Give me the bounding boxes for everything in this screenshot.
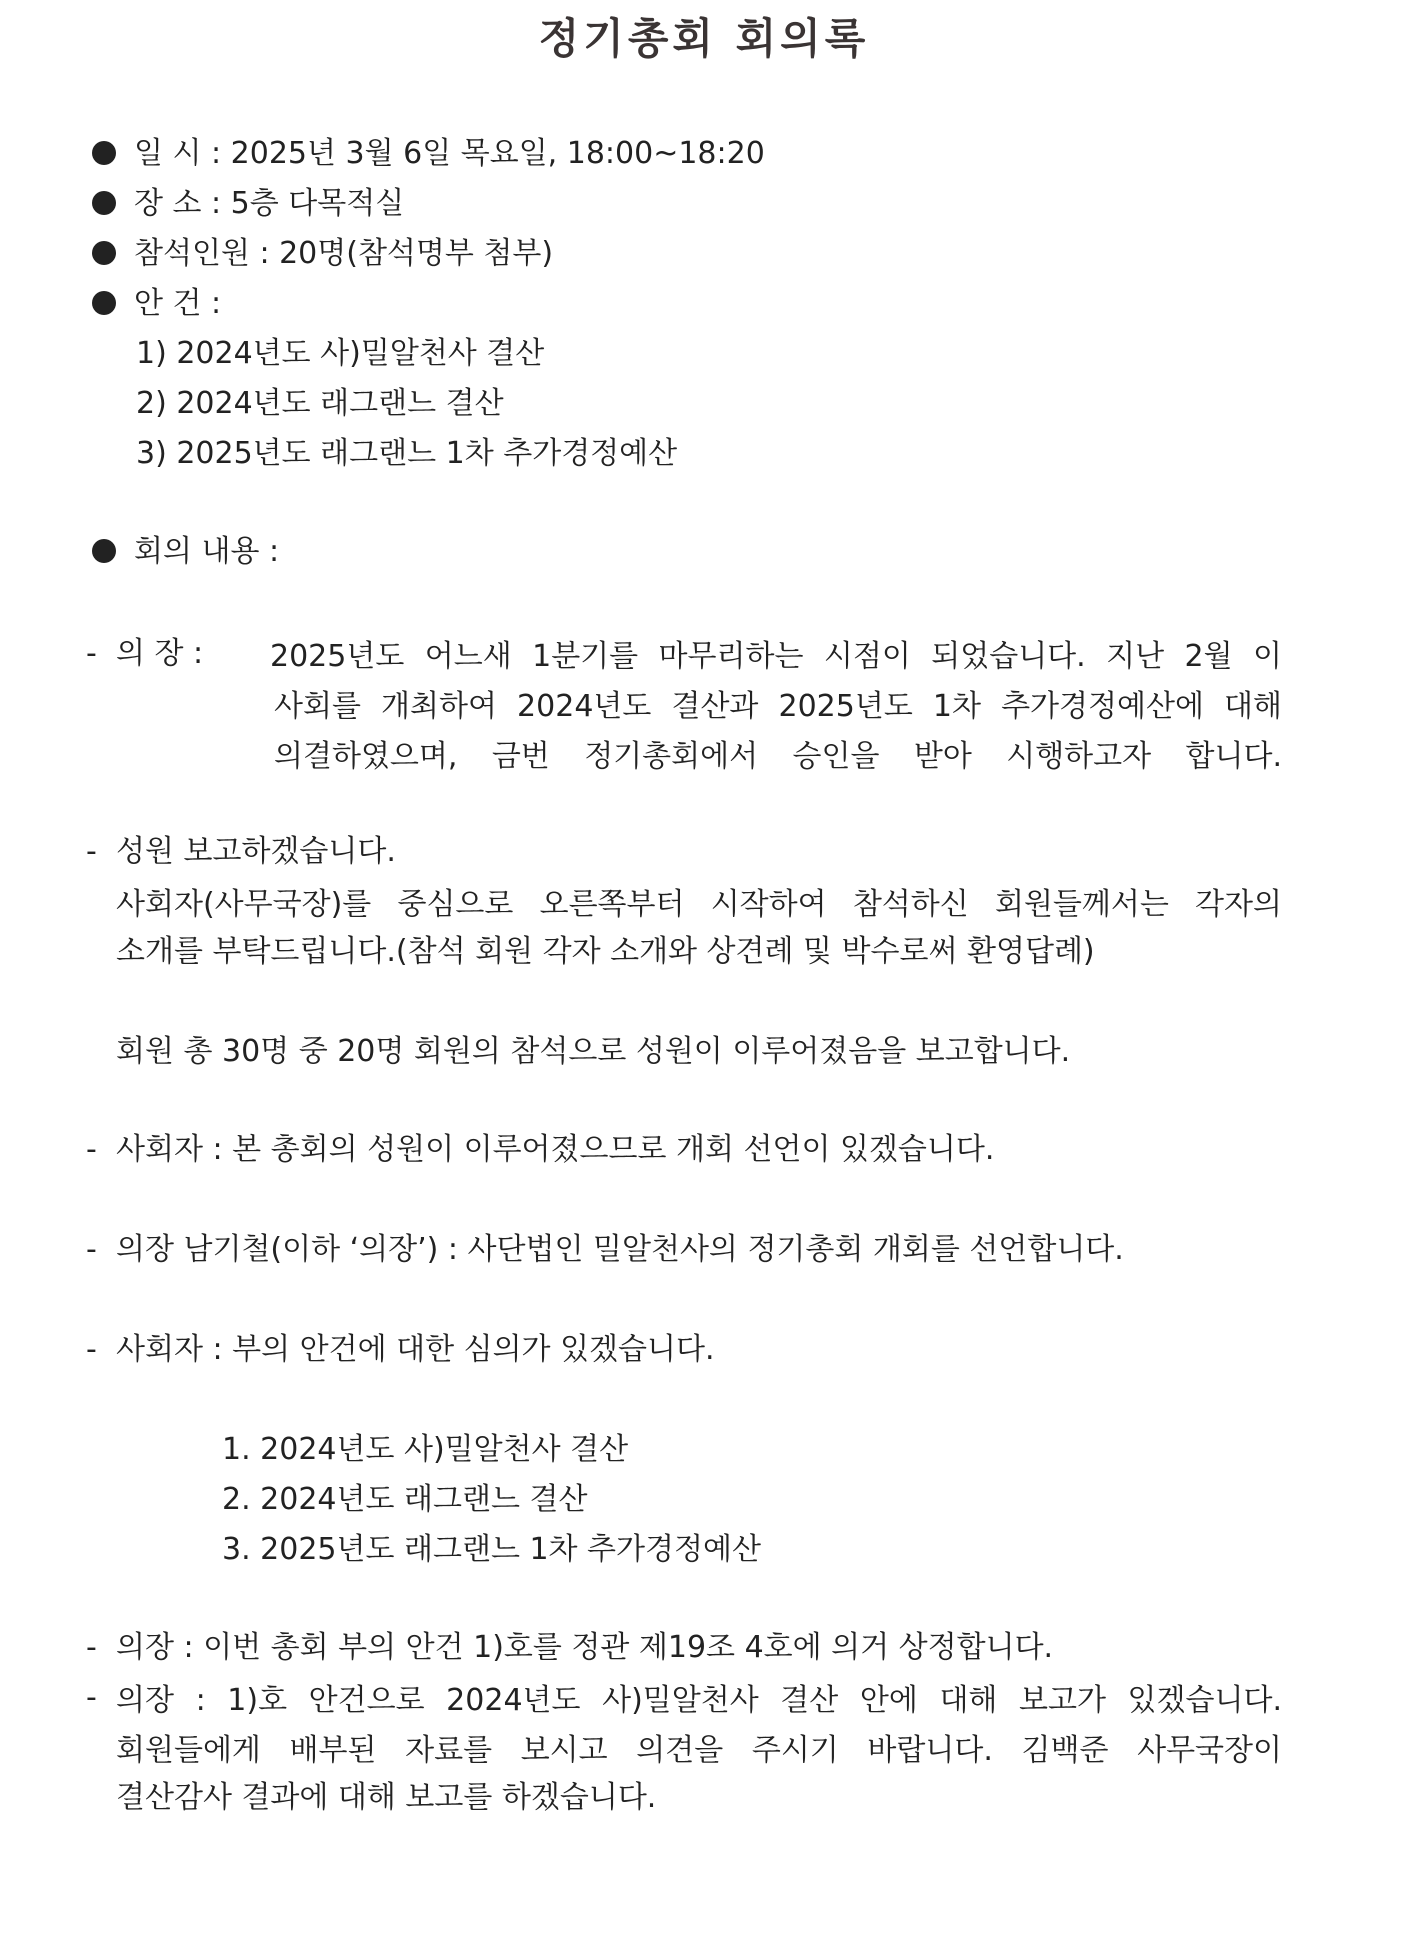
chair-item1-statement: - 의장 : 이번 총회 부의 안건 1)호를 정관 제19조 4호에 의거 상정합니다. xyxy=(86,1630,1054,1665)
agenda-label: 안 건 : xyxy=(92,282,221,326)
bullet-icon xyxy=(92,291,116,315)
review-item: 3. 2025년도 래그랜느 1차 추가경정예산 xyxy=(222,1532,761,1567)
bullet-icon xyxy=(92,141,116,165)
mc-review-statement: - 사회자 : 부의 안건에 대한 심의가 있겠습니다. xyxy=(86,1332,715,1367)
mc-open-statement: - 사회자 : 본 총회의 성원이 이루어졌으므로 개회 선언이 있겠습니다. xyxy=(86,1132,995,1167)
chair-opening-line: 의결하였으며, 금번 정기총회에서 승인을 받아 시행하고자 합니다. xyxy=(274,739,1282,774)
bullet-icon xyxy=(92,191,116,215)
document-title: 정기총회 회의록 xyxy=(538,14,870,63)
review-item: 1. 2024년도 사)밀알천사 결산 xyxy=(222,1432,629,1467)
chair-declare-statement: - 의장 남기철(이하 ‘의장’) : 사단법인 밀알천사의 정기총회 개회를 선언합니다. xyxy=(86,1232,1124,1267)
bullet-icon xyxy=(92,241,116,265)
agenda-item: 1) 2024년도 사)밀알천사 결산 xyxy=(136,336,545,371)
minutes-label: 회의 내용 : xyxy=(92,530,279,574)
review-item: 2. 2024년도 래그랜느 결산 xyxy=(222,1482,588,1517)
agenda-item: 3) 2025년도 래그랜느 1차 추가경정예산 xyxy=(136,436,678,471)
agenda-item: 2) 2024년도 래그랜느 결산 xyxy=(136,386,504,421)
meeting-attendees: 참석인원 : 20명(참석명부 첨부) xyxy=(92,232,553,276)
chair-speaker-label: - 의 장 : xyxy=(86,636,204,671)
meeting-place: 장 소 : 5층 다목적실 xyxy=(92,182,404,226)
chair-item1-report-dash: - xyxy=(86,1680,97,1715)
quorum-title: - 성원 보고하겠습니다. xyxy=(86,834,396,869)
chair-opening-line: 사회를 개최하여 2024년도 결산과 2025년도 1차 추가경정예산에 대해 xyxy=(274,689,1282,724)
chair-item1-report-line: 결산감사 결과에 대해 보고를 하겠습니다. xyxy=(116,1780,657,1815)
meeting-datetime: 일 시 : 2025년 3월 6일 목요일, 18:00~18:20 xyxy=(92,132,765,176)
quorum-text-line: 사회자(사무국장)를 중심으로 오른쪽부터 시작하여 참석하신 회원들께서는 각자의 xyxy=(116,887,1282,922)
chair-item1-report-line: 회원들에게 배부된 자료를 보시고 의견을 주시기 바랍니다. 김백준 사무국장이 xyxy=(116,1733,1282,1768)
bullet-icon xyxy=(92,539,116,563)
quorum-report: 회원 총 30명 중 20명 회원의 참석으로 성원이 이루어졌음을 보고합니다. xyxy=(116,1034,1071,1069)
quorum-text-line: 소개를 부탁드립니다.(참석 회원 각자 소개와 상견례 및 박수로써 환영답례) xyxy=(116,934,1095,969)
chair-opening-line: 2025년도 어느새 1분기를 마무리하는 시점이 되었습니다. 지난 2월 이 xyxy=(270,639,1282,674)
chair-item1-report-line: 의장 : 1)호 안건으로 2024년도 사)밀알천사 결산 안에 대해 보고가 있겠습니다. xyxy=(116,1683,1282,1718)
